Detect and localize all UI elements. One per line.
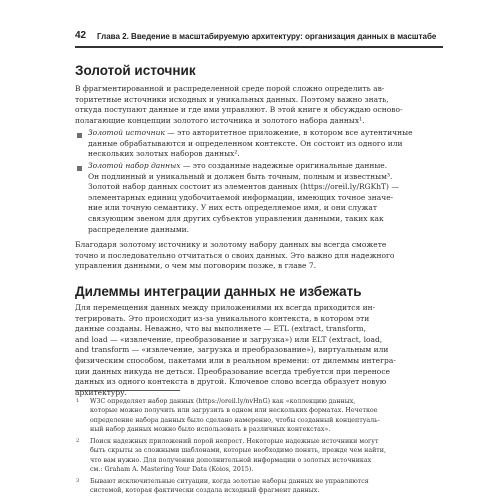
text-line: элементарных единиц удобочитаемой информации, имеющих точное значе- — [88, 192, 394, 202]
text-line: Благодаря золотому источнику и золотому набору данных вы всегда сможете — [75, 240, 387, 249]
chapter-title: Глава 2. Введение в масштабируемую архитектуру: организация данных в масштабе — [97, 32, 437, 41]
section-heading-golden-source: Золотой источник — [75, 63, 196, 78]
footnote-rule — [75, 390, 180, 391]
intro-paragraph — [75, 84, 441, 126]
text-line: данные созданы. Неважно, что вы выполняете — ETL (extract, transform, — [75, 324, 367, 334]
term-golden-dataset: Золотой набор данных — [88, 161, 181, 170]
footnote-line: W3C определяет набор данных (https://oreil.ly/nvHnG) как «коллекцию данных, — [90, 398, 356, 405]
footnote-line: определение набора данных было сделано намеренно, чтобы созданный концептуаль- — [90, 416, 380, 424]
text-line: архитектуру. — [75, 387, 127, 397]
text-line: Для перемещения данных между приложениями их всегда приходится ин- — [75, 303, 376, 312]
text-line: откуда поступают данные и где ими управляют. В этой книге я обсуждаю осново- — [75, 105, 403, 115]
text-line — [88, 161, 442, 172]
outro-paragraph — [75, 240, 441, 272]
text-line: данные обрабатываются и определенном контексте. Он состоит из одного или — [88, 138, 403, 148]
text-line: Золотой набор данных состоит из элементов данных (https://oreil.ly/RGKhT) — — [88, 182, 399, 192]
footnote-line: ный набор данных можно было использовать в различных контекстах». — [90, 426, 331, 434]
text-line: and transform — «извлечение, загрузка и преобразование»), виртуальным или — [75, 345, 389, 355]
footnote-1 — [75, 397, 441, 435]
bullet-golden-dataset — [88, 161, 442, 235]
footnote-3 — [75, 477, 441, 496]
footnote-line: см.: Graham A. Mastering Your Data (Koios, 2015). — [90, 466, 254, 474]
footnote-line: системой, которая фактически создала исходный фрагмент данных. — [90, 487, 320, 495]
footnote-2 — [75, 437, 441, 475]
bullet-marker — [77, 166, 82, 171]
footnote-line: которые можно получить или загрузить в одном или нескольких форматах. Нечеткое — [90, 407, 378, 415]
page-number: 42 — [75, 30, 87, 41]
header-rule — [75, 46, 443, 48]
text-line: распределение данными. — [88, 224, 190, 234]
footnote-line: Бывают исключительные ситуации, когда золотые наборы данных не управляются — [90, 478, 369, 485]
footnote-line: что вам нужно. Для получения дополнительной информации о золотых источниках — [90, 456, 372, 464]
text-line: and load — «извлечение, преобразование и загрузка») или ELT (extract, load, — [75, 334, 383, 344]
text-line: связующим звеном для других субъектов управления данными, таких как — [88, 213, 384, 223]
footnote-mark: 2 — [76, 438, 80, 444]
text-line — [88, 128, 442, 139]
footnote-mark: 3 — [76, 478, 80, 484]
footnote-line: быть скрыты за сложными шаблонами, которые необходимо понять, прежде чем найти, — [90, 447, 386, 455]
text-line-rest: — это авторитетное приложение, в котором все аутентичные — [164, 128, 413, 137]
footnote-line: Поиск надежных приложений порой непрост. Некоторые надежные источники могут — [90, 438, 379, 445]
integration-paragraph — [75, 303, 441, 398]
text-line: физическим способом, пакетами или в реальном времени: от дилеммы интегра- — [75, 355, 396, 365]
footnote-mark: 1 — [76, 398, 80, 404]
text-line: торитетные источники исходных и уникальных данных. Поэтому важно знать, — [75, 94, 389, 104]
bullet-golden-source — [88, 128, 442, 160]
text-line: ние или точную семантику. У них есть определяемое имя, и они служат — [88, 203, 377, 213]
term-golden-source: Золотой источник — [88, 128, 165, 137]
text-line-rest: — это созданные надежные оригинальные данные. — [180, 161, 388, 170]
text-line: полагающие концепции золотого источника и золотого набора данных¹. — [75, 115, 365, 125]
text-line: Он подлинный и уникальный и должен быть точным, полным и известным³. — [88, 171, 393, 181]
bullet-marker — [77, 133, 82, 138]
text-line: управления данными, о чем мы поговорим позже, в главе 7. — [75, 261, 316, 271]
text-line: ции данных никуда не деться. Преобразование всегда требуется при переносе — [75, 366, 390, 376]
text-line: тегрировать. Это происходит из-за уникального контекста, в котором эти — [75, 313, 370, 323]
text-line: В фрагментированной и распределенной среде порой сложно определить ав- — [75, 84, 385, 93]
text-line: данных из одного контекста в другой. Ключевое слово всегда образует новую — [75, 377, 387, 387]
text-line: нескольких золотых наборов данных². — [88, 149, 240, 159]
text-line: точно и последовательно отчитаться о своих данных. Это важно для надежного — [75, 250, 395, 260]
section-heading-integration-dilemma: Дилеммы интеграции данных не избежать — [75, 284, 362, 299]
running-header — [75, 31, 445, 43]
